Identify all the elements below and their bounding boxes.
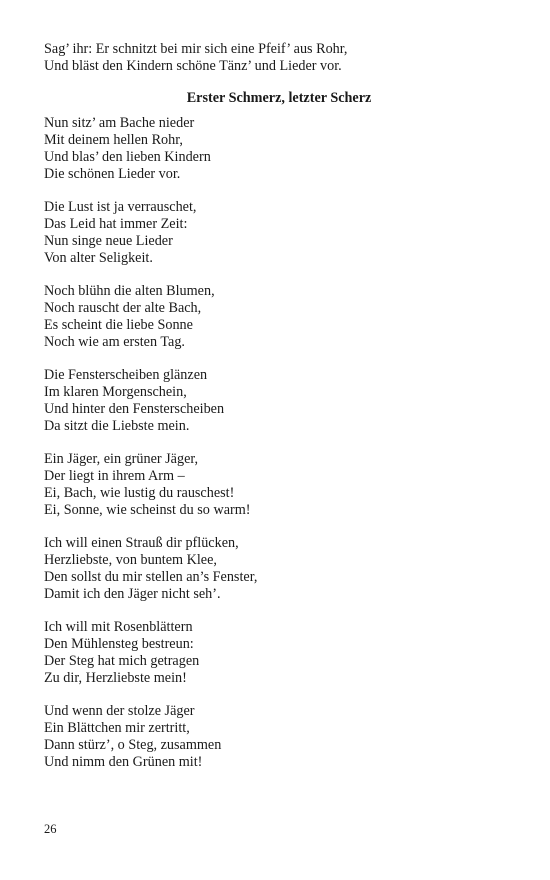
- verse-line: Dann stürz’, o Steg, zusammen: [44, 737, 222, 753]
- page-content: [44, 41, 514, 787]
- verse-line: Und nimm den Grünen mit!: [44, 754, 203, 770]
- verse-line: Damit ich den Jäger nicht seh’.: [44, 586, 221, 602]
- verse-line: Herzliebste, von buntem Klee,: [44, 552, 217, 568]
- intro-line: Sag’ ihr: Er schnitzt bei mir sich eine Pfeif’ aus Rohr,: [44, 41, 348, 57]
- verse-line: Den sollst du mir stellen an’s Fenster,: [44, 569, 258, 585]
- stanza-4: [44, 367, 514, 435]
- stanza-3: [44, 283, 514, 351]
- verse-line: Ich will einen Strauß dir pflücken,: [44, 535, 239, 551]
- stanza-2: [44, 199, 514, 267]
- verse-line: Da sitzt die Liebste mein.: [44, 418, 190, 434]
- verse-line: Nun sitz’ am Bache nieder: [44, 115, 195, 131]
- verse-line: Die Fensterscheiben glänzen: [44, 367, 208, 383]
- poem-title: Erster Schmerz, letzter Scherz: [186, 90, 372, 106]
- verse-line: Und blas’ den lieben Kindern: [44, 149, 211, 165]
- verse-line: Ein Jäger, ein grüner Jäger,: [44, 451, 199, 467]
- verse-line: Und wenn der stolze Jäger: [44, 703, 195, 719]
- verse-line: Ein Blättchen mir zertritt,: [44, 720, 190, 736]
- verse-line: Ei, Sonne, wie scheinst du so warm!: [44, 502, 251, 518]
- verse-line: Den Mühlensteg bestreun:: [44, 636, 194, 652]
- verse-line: Von alter Seligkeit.: [44, 250, 153, 266]
- verse-line: Die schönen Lieder vor.: [44, 166, 181, 182]
- verse-line: Zu dir, Herzliebste mein!: [44, 670, 187, 686]
- verse-line: Ei, Bach, wie lustig du rauschest!: [44, 485, 235, 501]
- verse-line: Im klaren Morgenschein,: [44, 384, 187, 400]
- intro-couplet: [44, 41, 514, 75]
- verse-line: Der liegt in ihrem Arm –: [44, 468, 185, 484]
- verse-line: Der Steg hat mich getragen: [44, 653, 200, 669]
- verse-line: Ich will mit Rosenblättern: [44, 619, 193, 635]
- stanza-5: [44, 451, 514, 519]
- verse-line: Und hinter den Fensterscheiben: [44, 401, 225, 417]
- verse-line: Noch rauscht der alte Bach,: [44, 300, 202, 316]
- verse-line: Es scheint die liebe Sonne: [44, 317, 193, 333]
- stanza-1: [44, 115, 514, 183]
- verse-line: Mit deinem hellen Rohr,: [44, 132, 183, 148]
- verse-line: Noch blühn die alten Blumen,: [44, 283, 215, 299]
- page-number: 26: [44, 822, 57, 836]
- intro-line: Und bläst den Kindern schöne Tänz’ und Lieder vor.: [44, 58, 342, 74]
- verse-line: Die Lust ist ja verrauschet,: [44, 199, 197, 215]
- verse-line: Nun singe neue Lieder: [44, 233, 173, 249]
- stanza-7: [44, 619, 514, 687]
- verse-line: Das Leid hat immer Zeit:: [44, 216, 188, 232]
- stanza-6: [44, 535, 514, 603]
- stanza-8: [44, 703, 514, 771]
- verse-line: Noch wie am ersten Tag.: [44, 334, 185, 350]
